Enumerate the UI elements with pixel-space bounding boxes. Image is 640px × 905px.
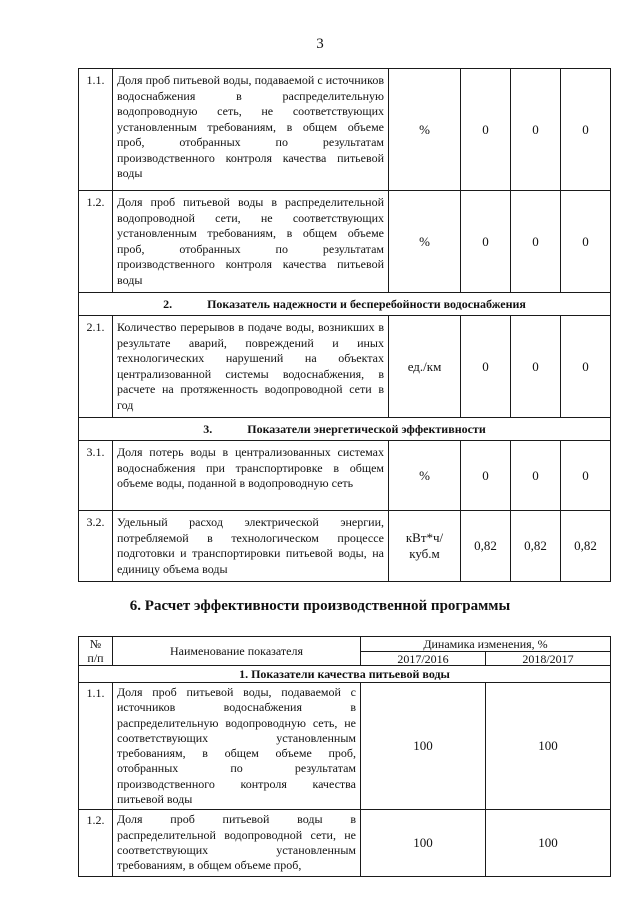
row-value: 0 [461,316,511,418]
table-row [79,191,611,293]
table-row [79,441,611,511]
row-value: 0 [561,441,611,511]
row-number: 1.2. [79,810,113,876]
section-title [79,293,611,316]
row-unit: % [389,191,461,293]
row-value: 0 [461,69,511,191]
section-row [79,666,611,683]
row-value: 0 [511,316,561,418]
table-row [79,69,611,191]
row-unit: % [389,69,461,191]
row-value: 0 [511,191,561,293]
row-number: 3.1. [79,441,113,511]
row-description: Удельный расход электрической энергии, потребляемой в технологическом процессе подготовки и транспортировки питьевой воды, на единицу объема воды [113,511,389,582]
row-value: 0 [511,69,561,191]
row-number: 2.1. [79,316,113,418]
header-period: 2018/2017 [486,652,611,666]
section-number: 2. [163,296,173,311]
header-dynamics: Динамика изменения, % [361,637,611,652]
header-number-line: п/п [87,651,104,665]
header-period: 2017/2016 [361,652,486,666]
row-value: 100 [486,810,611,876]
row-number: 1.2. [79,191,113,293]
row-description: Количество перерывов в подаче воды, возникших в результате аварий, повреждений и иных технологических нарушений на объектах централизованной системы водоснабжения, в расчете на протяженность водопроводной сети в год [113,316,389,418]
section-title [79,418,611,441]
section-label: Показатель надежности и бесперебойности водоснабжения [207,296,526,311]
row-unit: ед./км [389,316,461,418]
row-description: Доля проб питьевой воды, подаваемой с источников водоснабжения в распределительную водопроводную сеть, не соответствующих установленным требованиям, в общем объеме проб, отобранных по результатам производственного контроля качества питьевой воды [113,69,389,191]
row-description: Доля проб питьевой воды в распределительной водопроводной сети, не соответствующих установленным требованиям, в общем объеме проб, отобранных по результатам производственного контроля качества питьевой воды [113,191,389,293]
row-unit: % [389,441,461,511]
table-row [79,511,611,582]
table-row [79,316,611,418]
row-description: Доля проб питьевой воды в распределительной водопроводной сети, не соответствующих установленным требованиям, в общем объеме проб, [113,810,361,876]
row-value: 0 [461,441,511,511]
table-row [79,683,611,810]
row-value: 0,82 [511,511,561,582]
row-value: 100 [361,810,486,876]
efficiency-table [78,636,611,877]
header-row [79,637,611,652]
section-row [79,293,611,316]
row-value: 0,82 [561,511,611,582]
row-value: 0,82 [461,511,511,582]
section-title: 1. Показатели качества питьевой воды [79,666,611,683]
row-value: 0 [511,441,561,511]
page-number: 3 [316,36,324,52]
table-row [79,810,611,876]
row-value: 0 [561,191,611,293]
indicators-table [78,68,611,582]
row-number: 1.1. [79,69,113,191]
row-unit [389,511,461,582]
section-heading: 6. Расчет эффективности производственной программы [129,598,511,614]
header-number-line: № [89,637,102,651]
row-value: 0 [461,191,511,293]
header-number [79,637,113,666]
unit-line: куб.м [409,546,440,561]
row-description: Доля проб питьевой воды, подаваемой с источников водоснабжения в распределительную водопроводную сеть, не соответствующих установленным требованиям, в общем объеме проб, отобранных по результатам производственного контроля качества питьевой воды [113,683,361,810]
row-number: 1.1. [79,683,113,810]
section-row [79,418,611,441]
row-number: 3.2. [79,511,113,582]
row-value: 100 [361,683,486,810]
section-number: 3. [203,421,213,436]
header-name: Наименование показателя [113,637,361,666]
row-value: 100 [486,683,611,810]
section-label: Показатели энергетической эффективности [247,421,486,436]
row-value: 0 [561,316,611,418]
unit-line: кВт*ч/ [405,530,444,545]
row-description: Доля потерь воды в централизованных системах водоснабжения при транспортировке в общем объеме воды, поданной в водопроводную сеть [113,441,389,511]
row-value: 0 [561,69,611,191]
